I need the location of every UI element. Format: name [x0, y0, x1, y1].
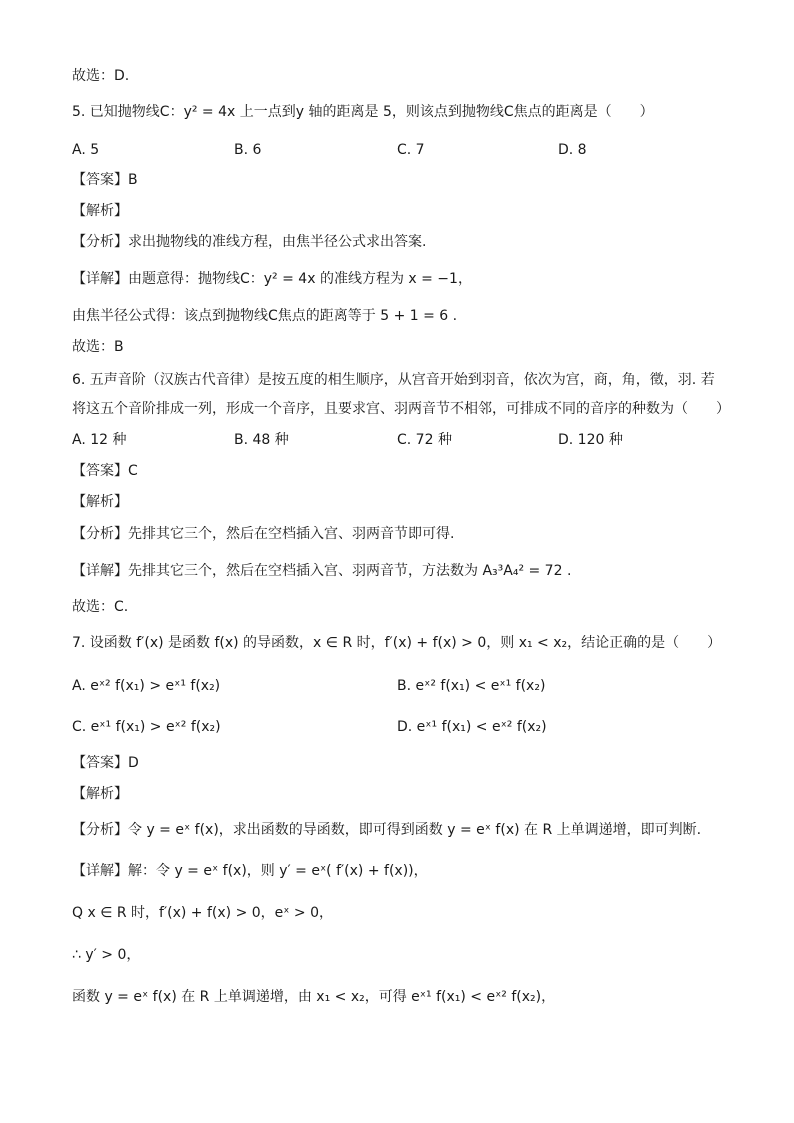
detail-text: 【详解】由题意得：抛物线C：y² = 4x 的准线方程为 x = −1， [72, 271, 472, 287]
detail-text: ∴ y′ > 0， [72, 947, 141, 963]
answer-label: 【答案】D [72, 755, 139, 771]
analysis-text: 【分析】令 y = eˣ f(x)，求出函数的导函数，即可得到函数 y = eˣ f(x) 在 R 上单调递增，即可判断. [72, 822, 702, 838]
q6-option-c: C. 72 种 [397, 432, 452, 448]
q7-option-b: B. eˣ² f(x₁) < eˣ¹ f(x₂) [397, 678, 546, 694]
q5-option-a: A. 5 [72, 142, 100, 158]
text-line: 故选：C. [72, 599, 129, 615]
text-line: 故选：D. [72, 68, 130, 84]
analysis-text: 【分析】先排其它三个，然后在空档插入宫、羽两音节即可得. [72, 526, 455, 542]
question-7: 7. 设函数 f′(x) 是函数 f(x) 的导函数，x ∈ R 时，f′(x) + f(x) > 0，则 x₁ < x₂，结论正确的是（ ） [72, 635, 722, 651]
q6-option-a: A. 12 种 [72, 432, 127, 448]
q6-option-d: D. 120 种 [558, 432, 623, 448]
question-6-cont: 将这五个音阶排成一列，形成一个音序，且要求宫、羽两音节不相邻，可排成不同的音序的种数为（ ） [72, 401, 730, 417]
detail-text: 【详解】解：令 y = eˣ f(x)，则 y′ = eˣ( f′(x) + f(x))， [72, 863, 428, 879]
detail-text: 函数 y = eˣ f(x) 在 R 上单调递增，由 x₁ < x₂，可得 eˣ¹ f(x₁) < eˣ² f(x₂)， [72, 989, 556, 1005]
q5-option-d: D. 8 [558, 142, 587, 158]
detail-text: Q x ∈ R 时，f′(x) + f(x) > 0，eˣ > 0， [72, 905, 334, 921]
analysis-label: 【解析】 [72, 494, 128, 510]
analysis-label: 【解析】 [72, 203, 128, 219]
detail-text: 【详解】先排其它三个，然后在空档插入宫、羽两音节，方法数为 A₃³A₄² = 72 . [72, 563, 572, 579]
q6-option-b: B. 48 种 [234, 432, 289, 448]
detail-text: 由焦半径公式得：该点到抛物线C焦点的距离等于 5 + 1 = 6 . [72, 308, 458, 324]
analysis-label: 【解析】 [72, 786, 128, 802]
q7-option-c: C. eˣ¹ f(x₁) > eˣ² f(x₂) [72, 719, 221, 735]
answer-label: 【答案】C [72, 463, 138, 479]
q5-option-b: B. 6 [234, 142, 262, 158]
q7-option-d: D. eˣ¹ f(x₁) < eˣ² f(x₂) [397, 719, 547, 735]
question-5: 5. 已知抛物线C：y² = 4x 上一点到y 轴的距离是 5，则该点到抛物线C焦点的距离是（ ） [72, 104, 654, 120]
analysis-text: 【分析】求出抛物线的准线方程，由焦半径公式求出答案. [72, 234, 427, 250]
text-line: 故选：B [72, 339, 124, 355]
question-6: 6. 五声音阶（汉族古代音律）是按五度的相生顺序，从宫音开始到羽音，依次为宫，商，角，徵，羽. 若 [72, 372, 715, 388]
q5-option-c: C. 7 [397, 142, 425, 158]
q7-option-a: A. eˣ² f(x₁) > eˣ¹ f(x₂) [72, 678, 221, 694]
answer-label: 【答案】B [72, 172, 138, 188]
